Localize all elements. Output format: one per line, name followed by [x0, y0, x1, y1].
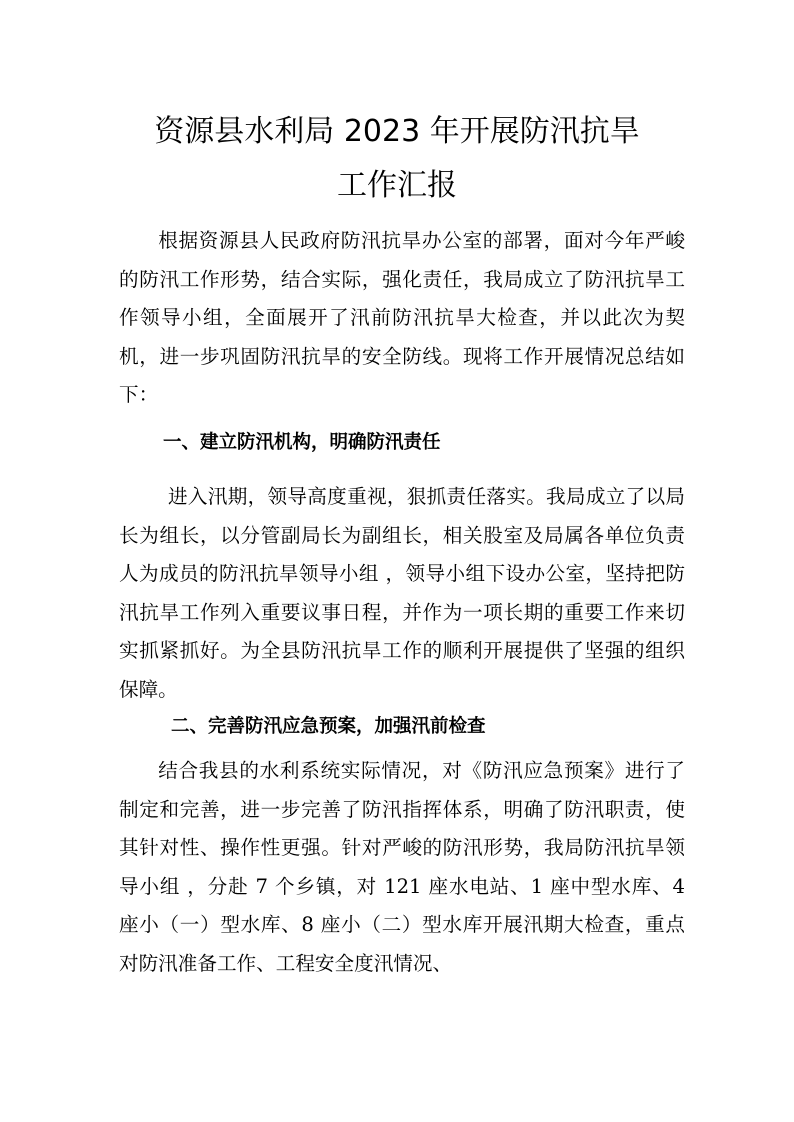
intro-paragraph: 根据资源县人民政府防汛抗旱办公室的部署，面对今年严峻的防汛工作形势，结合实际，强化责任，我局成立了防汛抗旱工作领导小组，全面展开了汛前防汛抗旱大检查，并以此次为契机，进一步巩固防汛抗旱的安全防线。现将工作开展情况总结如下：	[119, 229, 685, 407]
section-heading-2: 二、完善防汛应急预案，加强汛前检查	[171, 716, 486, 737]
section-2-paragraph: 结合我县的水利系统实际情况，对《防汛应急预案》进行了制定和完善，进一步完善了防汛指挥体系，明确了防汛职责，使其针对性、操作性更强。针对严峻的防汛形势，我局防汛抗旱领导小组 ，分赴 7 个乡镇，对 121 座水电站、1 座中型水库、4 座小（一）型水库、8 座小（二）型水库开展汛期大检查，重点对防汛准备工作、工程安全度汛情况、	[119, 759, 685, 975]
section-heading-1: 一、建立防汛机构，明确防汛责任	[163, 432, 441, 453]
section-1-paragraph: 进入汛期，领导高度重视，狠抓责任落实。我局成立了以局长为组长，以分管副局长为副组长，相关股室及局属各单位负责人为成员的防汛抗旱领导小组 ，领导小组下设办公室，坚持把防汛抗旱工作列入重要议事日程，并作为一项长期的重要工作来切实抓紧抓好。为全县防汛抗旱工作的顺利开展提供了坚强的组织保障。	[119, 485, 685, 701]
document-title-line-2: 工作汇报	[337, 168, 457, 203]
document-title-line-1: 资源县水利局 2023 年开展防汛抗旱	[154, 114, 640, 149]
